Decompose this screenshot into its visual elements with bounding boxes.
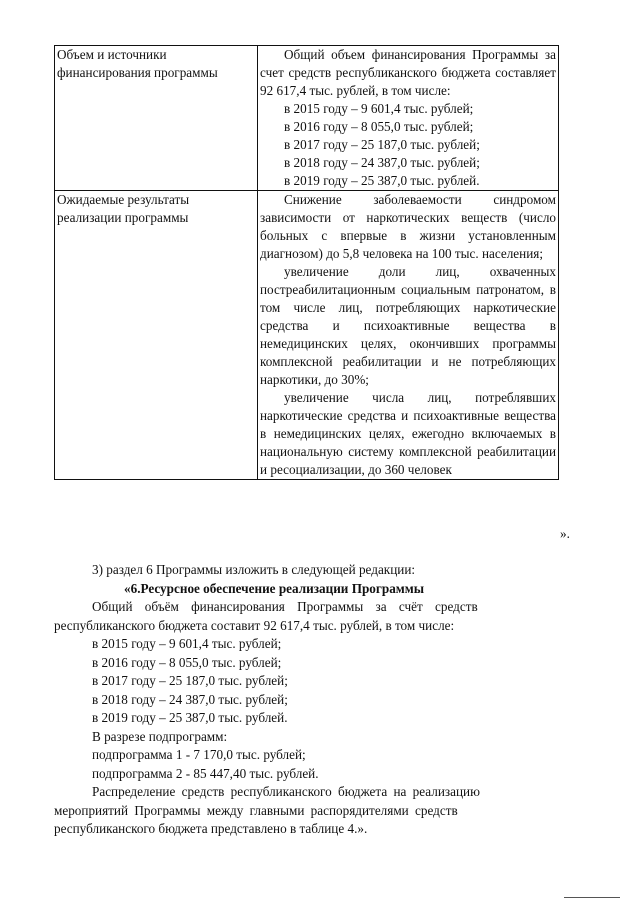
table-row-financing — [55, 46, 559, 191]
distribution-line-1: Распределение средств республиканского бюджета на реализацию — [92, 784, 480, 799]
year-item-2018: в 2018 году – 24 387,0 тыс. рублей; — [92, 691, 288, 707]
financing-label: Объем и источники финансирования программы — [55, 46, 258, 191]
results-label: Ожидаемые результаты реализации программы — [55, 191, 258, 480]
financing-year-2016: в 2016 году – 8 055,0 тыс. рублей; — [284, 119, 474, 134]
financing-year-2019: в 2019 году – 25 387,0 тыс. рублей. — [284, 173, 480, 188]
distribution-line-2: мероприятий Программы между главными распорядителями средств — [54, 802, 458, 818]
table-closing-quote: ». — [560, 526, 570, 541]
results-paragraph-2: увеличение доли лиц, охваченных постреабилитационным социальным патронатом, в том числе лиц, потребляющих наркотические средства и психоактивные вещества в немедицинских целях, окончивших программы комплексной реабилитации и не потребляющих наркотики, до 30%; — [260, 264, 556, 387]
results-paragraph-1: Снижение заболеваемости синдромом зависимости от наркотических веществ (число больных с впервые в жизни установленным диагнозом) до 5,8 человека на 100 тыс. населения; — [260, 192, 556, 261]
financing-year-2018: в 2018 году – 24 387,0 тыс. рублей; — [284, 155, 480, 170]
results-paragraph-3: увеличение числа лиц, потреблявших наркотические средства и психоактивные вещества в немедицинских целях, ежегодно включаемых в национальную систему комплексной реабилитации и ресоциализации, до 360 человек — [260, 390, 556, 477]
yearly-list — [92, 635, 547, 783]
financing-year-2015: в 2015 году – 9 601,4 тыс. рублей; — [284, 101, 474, 116]
subprogram-item-2: подпрограмма 2 - 85 447,40 тыс. рублей. — [92, 765, 319, 781]
financing-paragraph — [54, 598, 544, 635]
financing-intro: Общий объем финансирования Программы за счет средств республиканского бюджета составляет 92 617,4 тыс. рублей, в том числе: — [260, 47, 556, 98]
financing-paragraph-line-2: республиканского бюджета составит 92 617,4 тыс. рублей, в том числе: — [54, 617, 455, 633]
subprograms-intro: В разрезе подпрограмм: — [92, 728, 228, 744]
distribution-paragraph — [54, 783, 544, 839]
amendment-item: 3) раздел 6 Программы изложить в следующей редакции: — [92, 562, 416, 577]
year-item-2017: в 2017 году – 25 187,0 тыс. рублей; — [92, 673, 288, 688]
table-row-results — [55, 191, 559, 480]
subprogram-item-1: подпрограмма 1 - 7 170,0 тыс. рублей; — [92, 747, 306, 762]
year-item-2019: в 2019 году – 25 387,0 тыс. рублей. — [92, 710, 288, 725]
year-item-2016: в 2016 году – 8 055,0 тыс. рублей; — [92, 654, 282, 670]
section-heading: «6.Ресурсное обеспечение реализации Программы — [124, 580, 425, 596]
section-item — [92, 561, 547, 598]
program-passport-table — [54, 45, 559, 480]
footer-rule — [564, 897, 620, 898]
financing-paragraph-line-1: Общий объём финансирования Программы за счёт средств — [92, 599, 478, 614]
distribution-line-3: республиканского бюджета представлено в таблице 4.». — [54, 821, 368, 836]
results-content — [258, 191, 559, 480]
year-item-2015: в 2015 году – 9 601,4 тыс. рублей; — [92, 636, 282, 651]
financing-year-2017: в 2017 году – 25 187,0 тыс. рублей; — [284, 137, 480, 152]
financing-content — [258, 46, 559, 191]
